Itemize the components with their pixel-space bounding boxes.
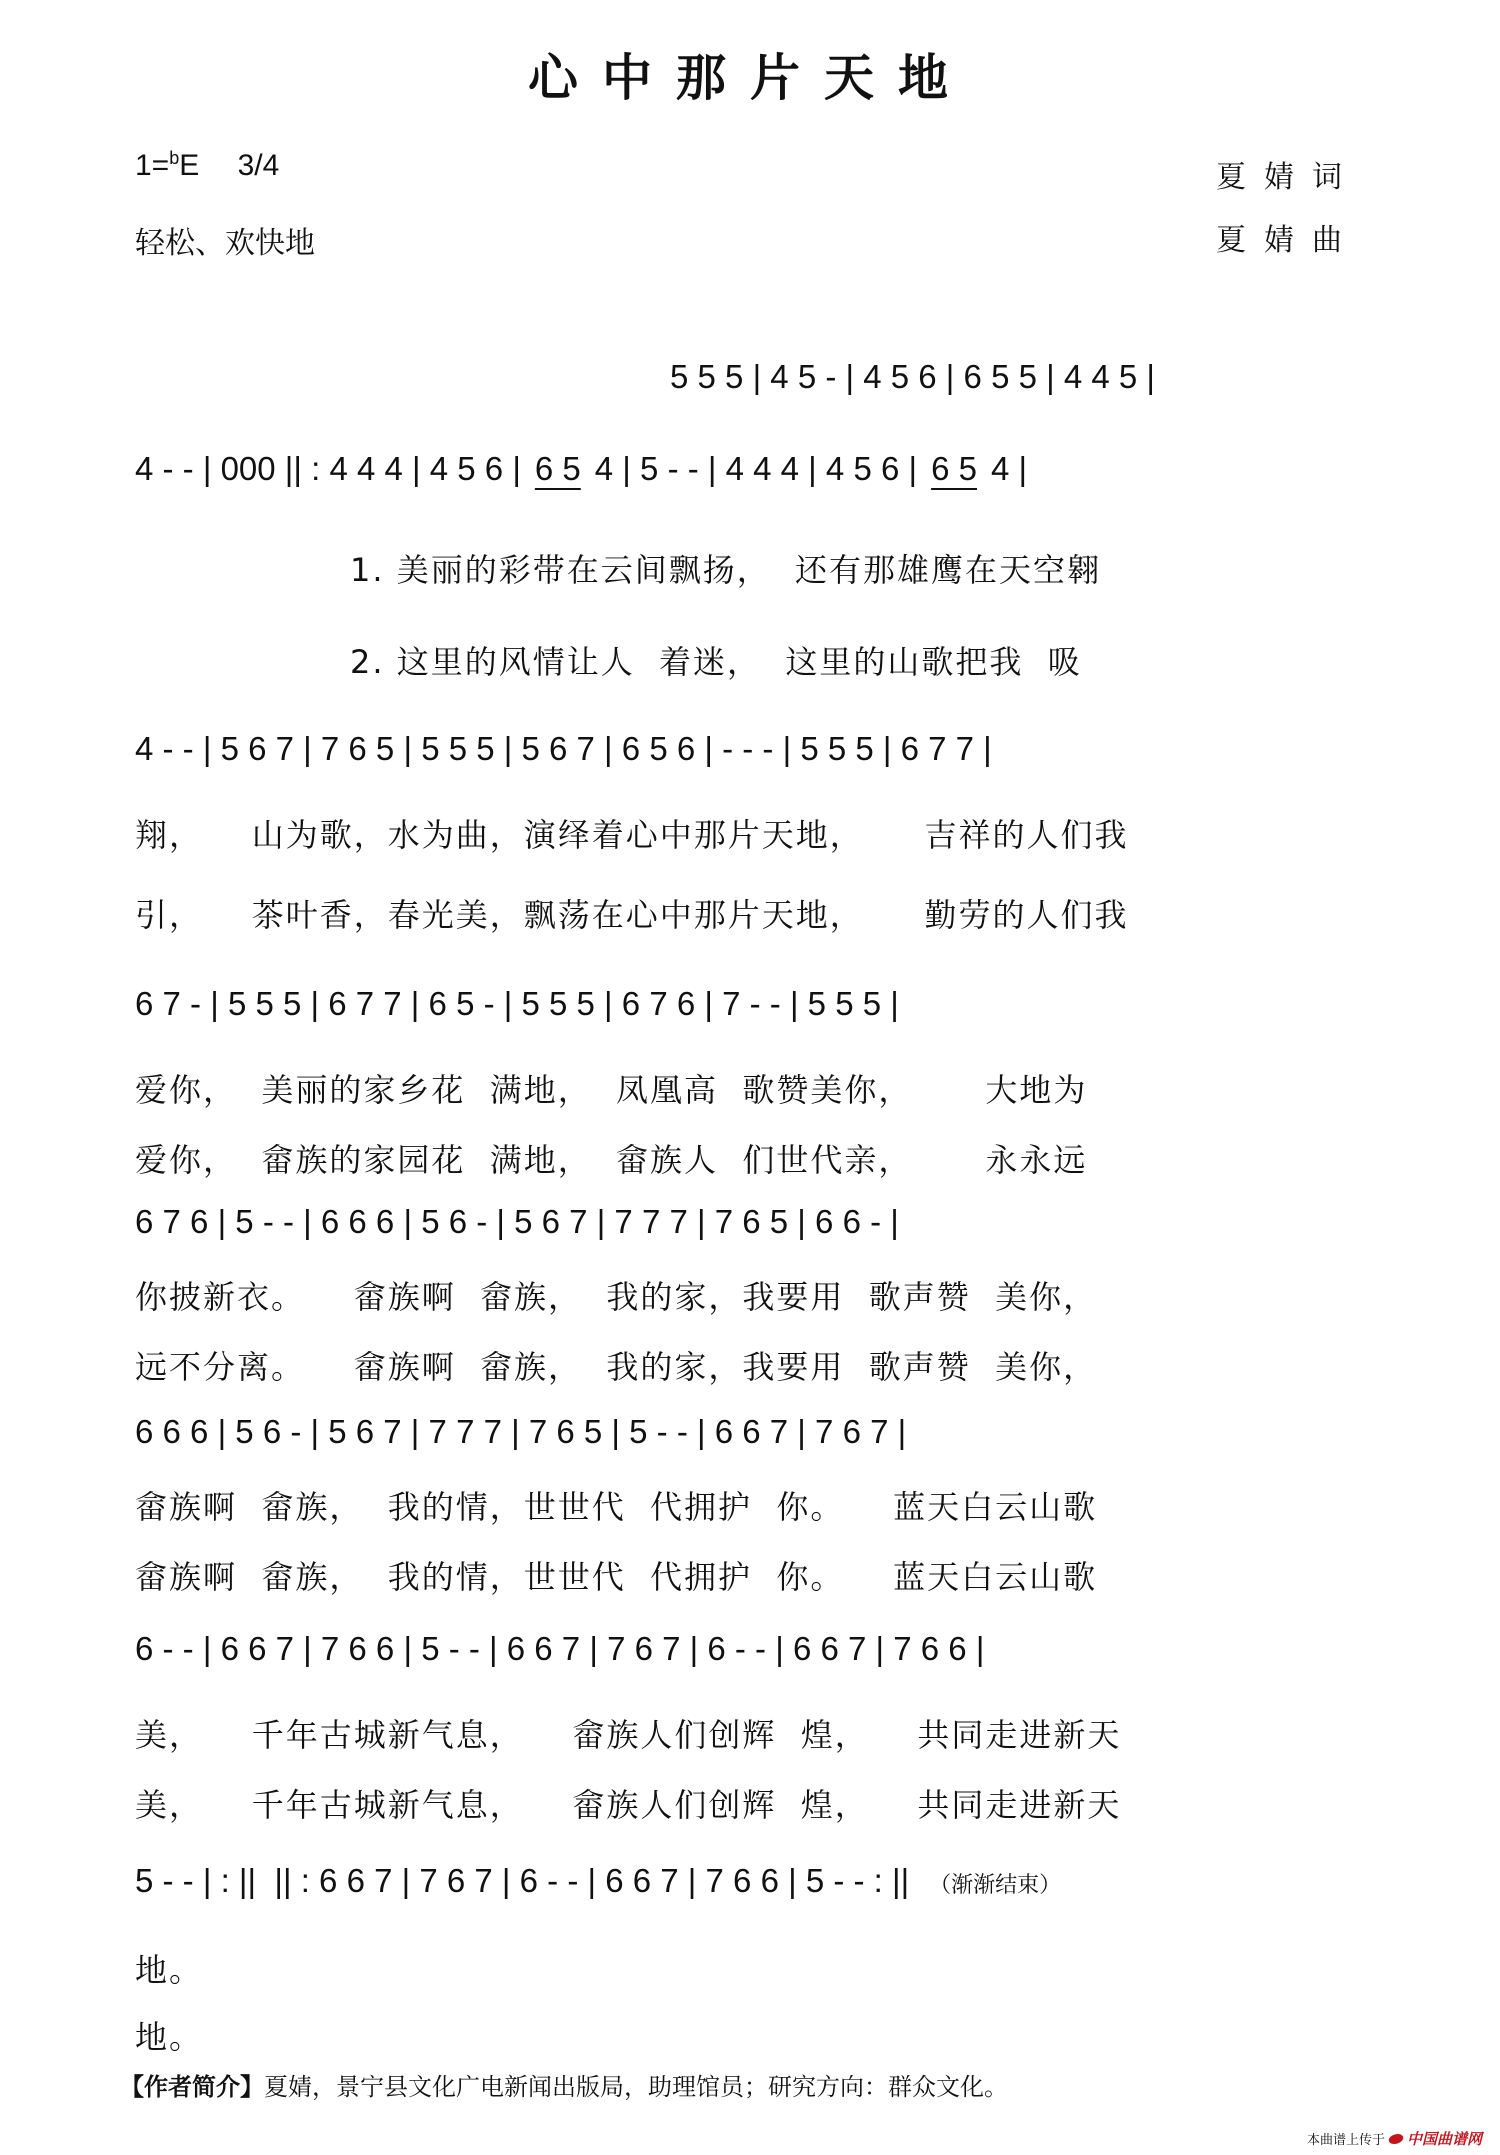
lyricist: 夏婧词 xyxy=(1216,160,1360,195)
verse-2-line-2: 引， 茶叶香，春光美，飘荡在心中那片天地， 勤劳的人们我 xyxy=(135,896,1129,934)
score-line-7-notes: 5 - - | : || || : 6 6 7 | 7 6 7 | 6 - - | 6 6 7 | 7 6 6 | 5 - - : || xyxy=(135,1862,910,1899)
verse-2-line-1: 2. 这里的风情让人 着迷， 这里的山歌把我 吸 xyxy=(350,643,1082,681)
verse-1-line-3: 爱你， 美丽的家乡花 满地， 凤凰高 歌赞美你， 大地为 xyxy=(135,1071,1088,1109)
score-intro-line: 5 5 5 | 4 5 - | 4 5 6 | 6 5 5 | 4 4 5 | xyxy=(670,358,1155,395)
site-footer xyxy=(1307,2128,1482,2149)
verse-1-ending: 地。 xyxy=(135,1951,204,1989)
key-note: E xyxy=(179,149,200,182)
page-title: 心中那片天地 xyxy=(528,49,972,107)
site-logo-text[interactable]: 中国曲谱网 xyxy=(1406,2130,1482,2148)
score-line-1-part-c: 4 | xyxy=(990,450,1028,487)
score-line-1-part-b: 4 | 5 - - | 4 4 4 | 4 5 6 | xyxy=(594,450,918,487)
fade-out-note: （渐渐结束） xyxy=(929,1872,1062,1897)
verse-1-line-5: 畲族啊 畲族， 我的情，世世代 代拥护 你。 蓝天白云山歌 xyxy=(135,1488,1098,1526)
score-line-2: 4 - - | 5 6 7 | 7 6 5 | 5 5 5 | 5 6 7 | 6 5 6 | - - - | 5 5 5 | 6 7 7 | xyxy=(135,730,992,767)
verse-1-line-2: 翔， 山为歌，水为曲，演绎着心中那片天地， 吉祥的人们我 xyxy=(135,816,1129,854)
verse-1-line-1: 1. 美丽的彩带在云间飘扬， 还有那雄鹰在天空翱 xyxy=(350,551,1102,589)
author-bio xyxy=(120,2067,1008,2102)
score-line-6: 6 - - | 6 6 7 | 7 6 6 | 5 - - | 6 6 7 | 7 6 7 | 6 - - | 6 6 7 | 7 6 6 | xyxy=(135,1630,985,1667)
verse-1-line-4: 你披新衣。 畲族啊 畲族， 我的家，我要用 歌声赞 美你， xyxy=(135,1278,1098,1316)
score-line-1-part-a: 4 - - | 000 || : 4 4 4 | 4 5 6 | xyxy=(135,450,521,487)
verse-1-line-6: 美， 千年古城新气息， 畲族人们创辉 煌， 共同走进新天 xyxy=(135,1716,1122,1754)
score-line-1-underlined-1: 6 5 xyxy=(534,450,581,487)
verse-2-line-5: 畲族啊 畲族， 我的情，世世代 代拥护 你。 蓝天白云山歌 xyxy=(135,1558,1098,1596)
verse-2-line-6: 美， 千年古城新气息， 畲族人们创辉 煌， 共同走进新天 xyxy=(135,1786,1122,1824)
author-bio-text: 夏婧，景宁县文化广电新闻出版局，助理馆员；研究方向：群众文化。 xyxy=(264,2073,1008,2101)
author-bio-label: 【作者简介】 xyxy=(120,2073,264,2101)
score-line-1 xyxy=(135,450,1395,488)
score-line-3: 6 7 - | 5 5 5 | 6 7 7 | 6 5 - | 5 5 5 | 6 7 6 | 7 - - | 5 5 5 | xyxy=(135,985,899,1022)
score-line-5: 6 6 6 | 5 6 - | 5 6 7 | 7 7 7 | 7 6 5 | 5 - - | 6 6 7 | 7 6 7 | xyxy=(135,1413,907,1450)
time-signature: 3/4 xyxy=(237,149,280,182)
score-line-4: 6 7 6 | 5 - - | 6 6 6 | 5 6 - | 5 6 7 | 7 7 7 | 7 6 5 | 6 6 - | xyxy=(135,1203,899,1240)
key-signature xyxy=(135,148,279,183)
verse-2-line-4: 远不分离。 畲族啊 畲族， 我的家，我要用 歌声赞 美你， xyxy=(135,1348,1098,1386)
composer: 夏婧曲 xyxy=(1216,223,1360,258)
verse-2-line-3: 爱你， 畲族的家园花 满地， 畲族人 们世代亲， 永永远 xyxy=(135,1141,1088,1179)
tempo-marking: 轻松、欢快地 xyxy=(135,226,315,261)
upload-notice: 本曲谱上传于 xyxy=(1306,2133,1385,2148)
verse-2-ending: 地。 xyxy=(135,2018,204,2056)
site-logo-icon xyxy=(1387,2134,1405,2144)
score-line-7 xyxy=(135,1862,1395,1900)
key-prefix: 1= xyxy=(135,149,170,182)
score-line-1-underlined-2: 6 5 xyxy=(931,450,977,487)
flat-sign: b xyxy=(169,148,180,168)
